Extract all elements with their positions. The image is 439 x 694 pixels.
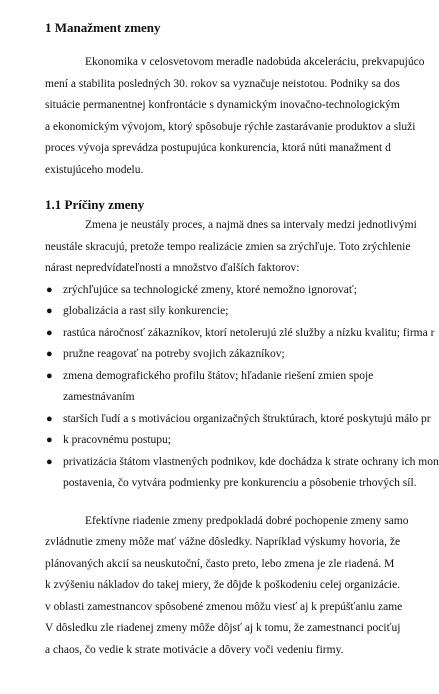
paragraph-line: k zvýšeniu nákladov do takej miery, že dôjde k poškodeniu celej organizácie. bbox=[45, 579, 401, 591]
paragraph-line: Efektívne riadenie zmeny predpokladá dobré pochopenie zmeny samo bbox=[85, 514, 409, 527]
paragraph-line: a chaos, čo vedie k strate motivácie a dôvery voči vedeniu firmy. bbox=[45, 643, 344, 656]
bullet-line: zmena demografického profilu štátov; hľadanie riešení zmien spoje bbox=[63, 369, 374, 382]
bullet-line: postavenia, čo vytvára podmienky pre konkurenciu a pôsobenie trhových síl. bbox=[63, 477, 417, 489]
section-heading-1: 1 Manažment zmeny bbox=[45, 20, 161, 35]
bullet-dot-icon: ● bbox=[46, 434, 53, 446]
paragraph-line: v oblasti zamestnancov spôsobené zmenou môžu viesť aj k prepúšťaniu zame bbox=[45, 600, 403, 613]
bullet-list-item bbox=[45, 344, 439, 366]
paragraph-line: plánovaných akcií sa neuskutoční, často preto, lebo zmena je zle riadená. M bbox=[45, 557, 395, 570]
paragraph-line: situácie permanentnej konfrontácie s dynamickým inovačno-technologickým bbox=[45, 99, 400, 111]
paragraph-line: nárast nepredvídateľnosti a množstvo ďalších faktorov: bbox=[45, 262, 300, 274]
bullet-dot-icon: ● bbox=[46, 455, 53, 468]
bullet-list-item bbox=[45, 323, 439, 345]
bullet-dot-icon: ● bbox=[46, 369, 53, 382]
bullet-line: starších ľudí a s motiváciou organizačných štruktúrach, ktoré poskytujú málo pr bbox=[63, 412, 431, 425]
bullet-list-item bbox=[45, 366, 439, 409]
bullet-list-item bbox=[45, 430, 439, 452]
section-heading-1-1: 1.1 Príčiny zmeny bbox=[45, 197, 145, 212]
bullet-line: pružne reagovať na potreby svojich zákazníkov; bbox=[63, 348, 285, 360]
paragraph-line: Zmena je neustály proces, a najmä dnes sa intervaly medzi jednotlivými bbox=[85, 219, 417, 231]
bullet-line: rastúca náročnosť zákazníkov, ktorí netolerujú zlé služby a nízku kvalitu; firma r bbox=[63, 326, 435, 339]
paragraph-line: proces vývoja sprevádza postupujúca konkurencia, ktorá núti manažment d bbox=[45, 142, 391, 154]
paragraph-effective-management bbox=[45, 511, 439, 662]
paragraph-line: zvládnutie zmeny môže mať vážne dôsledky. Napríklad výskumy hovoria, že bbox=[45, 536, 401, 548]
paragraph-line: a ekonomickým vývojom, ktorý spôsobuje rýchle zastarávanie produktov a služi bbox=[45, 120, 416, 133]
paragraph-line: V dôsledku zle riadenej zmeny môže dôjsť aj k tomu, že zamestnanci pociťuj bbox=[45, 622, 401, 634]
bullet-list-item bbox=[45, 452, 439, 495]
paragraph-line: neustále skracujú, pretože tempo realizácie zmien sa zrýchľuje. Toto zrýchlenie bbox=[45, 240, 411, 253]
bullet-list-item bbox=[45, 301, 439, 323]
paragraph-line: existujúceho modelu. bbox=[45, 163, 144, 176]
document-content bbox=[45, 18, 439, 661]
bullet-line: k pracovnému postupu; bbox=[63, 434, 171, 446]
bullet-line: globalizácia a rast sily konkurencie; bbox=[63, 305, 229, 317]
paragraph-line: mení a stabilita posledných 30. rokov sa vyznačuje neistotou. Podniky sa dos bbox=[45, 77, 400, 90]
bullet-dot-icon: ● bbox=[46, 348, 53, 360]
causes-bullet-list bbox=[45, 280, 439, 495]
bullet-dot-icon: ● bbox=[46, 412, 53, 425]
bullet-line: zamestnávaním bbox=[63, 391, 135, 403]
bullet-list-item bbox=[45, 280, 439, 302]
bullet-list-item bbox=[45, 409, 439, 431]
paragraph-causes bbox=[45, 215, 439, 280]
bullet-dot-icon: ● bbox=[46, 326, 53, 339]
paragraph-line: Ekonomika v celosvetovom meradle nadobúda akceleráciu, prekvapujúco bbox=[85, 56, 425, 68]
paragraph-intro bbox=[45, 52, 439, 181]
bullet-line: privatizácia štátom vlastnených podnikov, kde dochádza k strate ochrany ich mon bbox=[63, 455, 439, 468]
bullet-dot-icon: ● bbox=[46, 305, 53, 317]
bullet-dot-icon: ● bbox=[46, 283, 53, 296]
bullet-line: zrýchľujúce sa technologické zmeny, ktoré nemožno ignorovať; bbox=[63, 283, 357, 296]
paragraph-spacer bbox=[45, 495, 439, 511]
